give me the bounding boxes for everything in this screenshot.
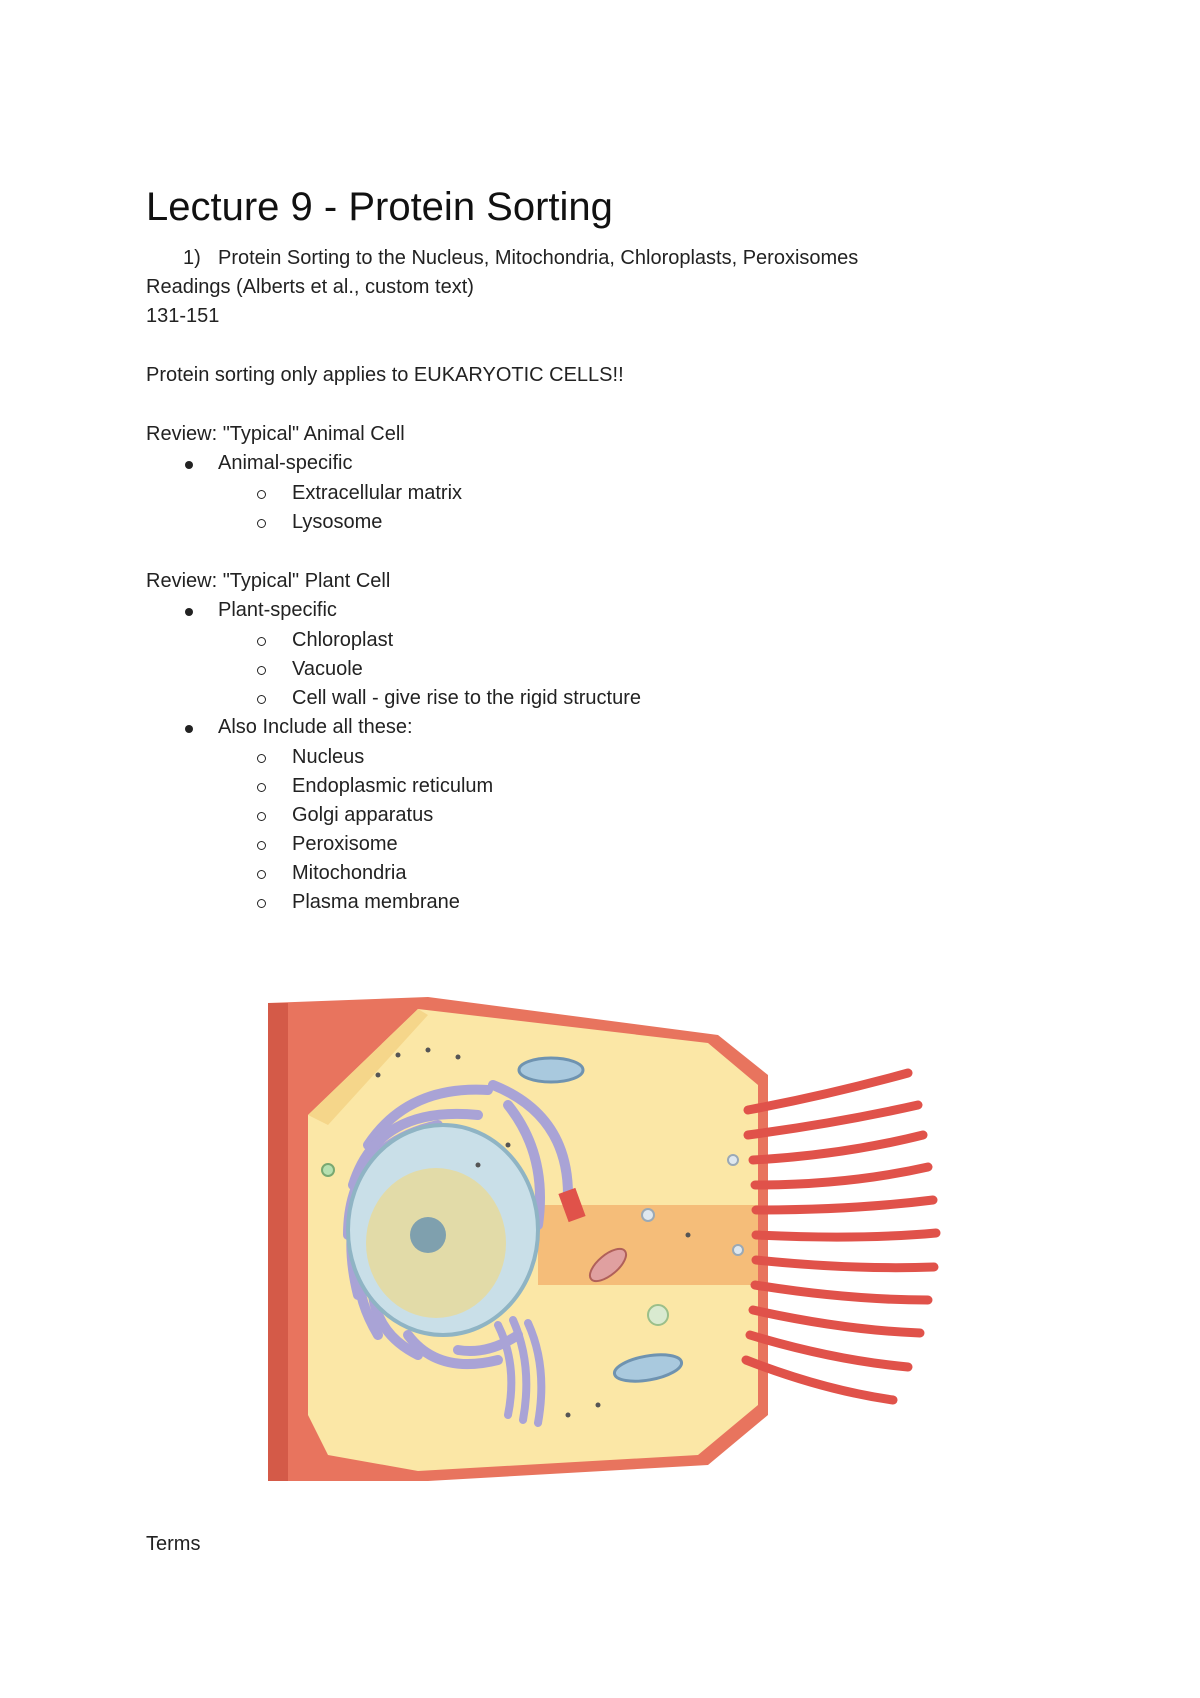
sub-bullet-circle bbox=[257, 783, 266, 792]
section-number: 1) bbox=[183, 247, 201, 269]
bullet-dot bbox=[185, 725, 193, 733]
list-item: Endoplasmic reticulum bbox=[292, 775, 494, 797]
page-title: Lecture 9 - Protein Sorting bbox=[146, 185, 613, 229]
sub-bullet-circle bbox=[257, 754, 266, 763]
list-item: Extracellular matrix bbox=[292, 482, 463, 504]
animal-specific-label: Animal-specific bbox=[218, 452, 353, 474]
list-item: Cell wall - give rise to the rigid structure bbox=[292, 687, 642, 709]
list-item: Golgi apparatus bbox=[292, 804, 434, 826]
eukaryotic-note: Protein sorting only applies to EUKARYOTIC CELLS!! bbox=[146, 364, 624, 386]
list-item: Lysosome bbox=[292, 511, 383, 533]
bullet-dot bbox=[185, 608, 193, 616]
microvilli bbox=[746, 1073, 936, 1400]
also-include-label: Also Include all these: bbox=[218, 716, 413, 738]
pages-line: 131-151 bbox=[146, 305, 220, 327]
list-item: Vacuole bbox=[292, 658, 363, 680]
plant-specific-label: Plant-specific bbox=[218, 599, 337, 621]
sub-bullet-circle bbox=[257, 870, 266, 879]
list-item: Plasma membrane bbox=[292, 891, 460, 913]
sub-bullet-circle bbox=[257, 519, 266, 528]
sub-bullet-circle bbox=[257, 812, 266, 821]
list-item: Mitochondria bbox=[292, 862, 407, 884]
sub-bullet-circle bbox=[257, 695, 266, 704]
list-item: Nucleus bbox=[292, 746, 365, 768]
sub-bullet-circle bbox=[257, 899, 266, 908]
animal-cell-illustration bbox=[268, 995, 944, 1481]
animal-cell-heading: Review: "Typical" Animal Cell bbox=[146, 423, 405, 445]
sub-bullet-circle bbox=[257, 637, 266, 646]
sub-bullet-circle bbox=[257, 666, 266, 675]
bullet-dot bbox=[185, 461, 193, 469]
plant-cell-heading: Review: "Typical" Plant Cell bbox=[146, 570, 391, 592]
sub-bullet-circle bbox=[257, 841, 266, 850]
list-item: Chloroplast bbox=[292, 629, 394, 651]
section-heading: Protein Sorting to the Nucleus, Mitochondria, Chloroplasts, Peroxisomes bbox=[218, 247, 859, 269]
readings-line: Readings (Alberts et al., custom text) bbox=[146, 276, 474, 298]
terms-heading: Terms bbox=[146, 1533, 201, 1555]
list-item: Peroxisome bbox=[292, 833, 398, 855]
sub-bullet-circle bbox=[257, 490, 266, 499]
